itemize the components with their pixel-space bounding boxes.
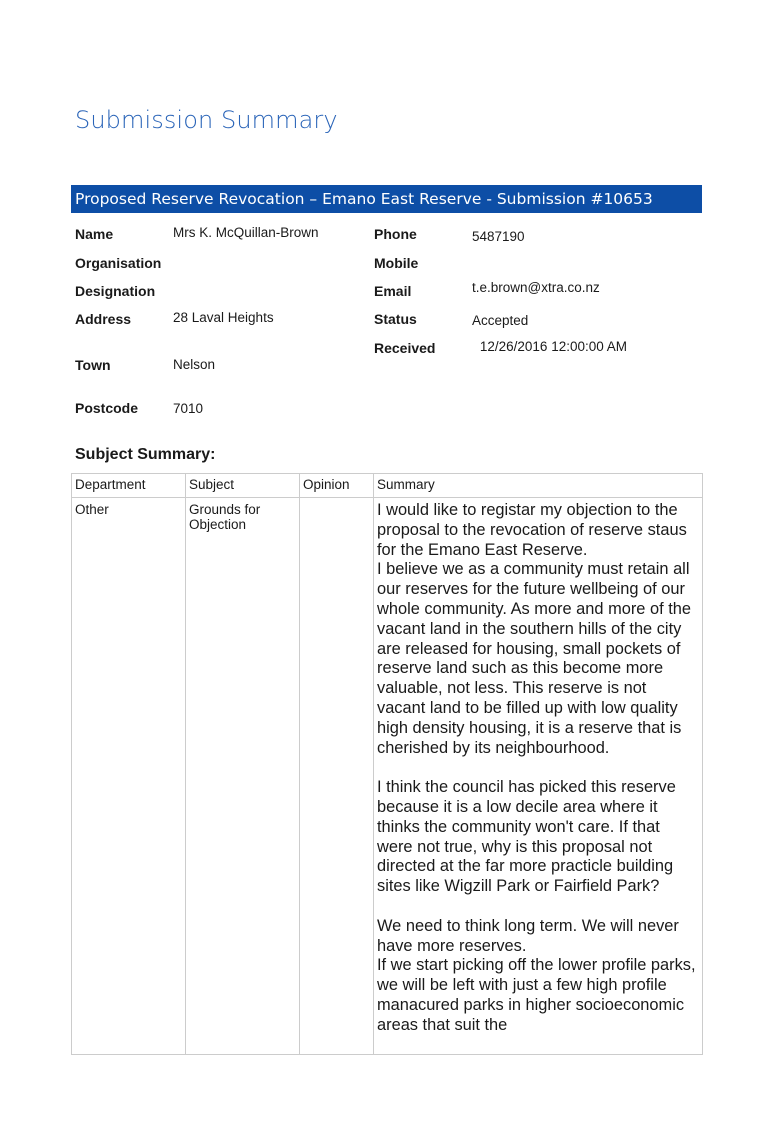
- address-label: Address: [75, 311, 132, 327]
- town-label: Town: [75, 357, 111, 373]
- phone-value: 5487190: [472, 229, 525, 244]
- name-label: Name: [75, 226, 114, 242]
- status-label: Status: [374, 311, 417, 327]
- designation-label: Designation: [75, 283, 156, 299]
- column-header-subject: Subject: [186, 474, 300, 498]
- subject-summary-heading: Subject Summary:: [75, 446, 216, 463]
- subject-summary-table: [71, 473, 703, 1055]
- postcode-label: Postcode: [75, 400, 139, 416]
- phone-label: Phone: [374, 226, 417, 242]
- summary-paragraph: I believe we as a community must retain all our reserves for the future wellbeing of our whole community. As more and more of the vacant land in the southern hills of the city are released for housing, small pockets of reserve land such as this become more valuable, not less. This reserve is not vacant land to be filled up with low quality high density housing, it is a reserve that is cherished by its neighbourhood.: [377, 560, 691, 757]
- department-cell: Other: [72, 498, 186, 1055]
- column-header-opinion: Opinion: [300, 474, 374, 498]
- table-row: [72, 498, 703, 1055]
- summary-paragraph: If we start picking off the lower profile parks, we will be left with just a few high profile manacured parks in higher socioeconomic areas that suit the: [377, 956, 696, 1034]
- email-label: Email: [374, 283, 412, 299]
- opinion-cell: [300, 498, 374, 1055]
- page-title: Submission Summary: [75, 106, 338, 134]
- mobile-label: Mobile: [374, 255, 419, 271]
- summary-cell: [374, 498, 703, 1055]
- summary-paragraph: I would like to registar my objection to the proposal to the revocation of reserve staus for the Emano East Reserve.: [377, 501, 687, 559]
- town-value: Nelson: [173, 357, 216, 372]
- organisation-label: Organisation: [75, 255, 162, 271]
- submission-banner: Proposed Reserve Revocation – Emano East Reserve - Submission #10653: [71, 185, 702, 213]
- email-value: t.e.brown@xtra.co.nz: [472, 280, 600, 295]
- subject-cell: Grounds for Objection: [186, 498, 300, 1055]
- table-header-row: [72, 474, 703, 498]
- address-value: 28 Laval Heights: [173, 310, 274, 325]
- postcode-value: 7010: [173, 401, 204, 416]
- received-value: 12/26/2016 12:00:00 AM: [479, 339, 627, 354]
- name-value: Mrs K. McQuillan-Brown: [173, 225, 319, 240]
- status-value: Accepted: [472, 313, 529, 328]
- column-header-department: Department: [72, 474, 186, 498]
- column-header-summary: Summary: [374, 474, 703, 498]
- received-label: Received: [374, 340, 436, 356]
- summary-paragraph: I think the council has picked this reserve because it is a low decile area where it thinks the community won't care. If that were not true, why is this proposal not directed at the far more practicle building sites like Wigzill Park or Fairfield Park?: [377, 778, 676, 896]
- summary-paragraph: We need to think long term. We will never have more reserves.: [377, 916, 679, 955]
